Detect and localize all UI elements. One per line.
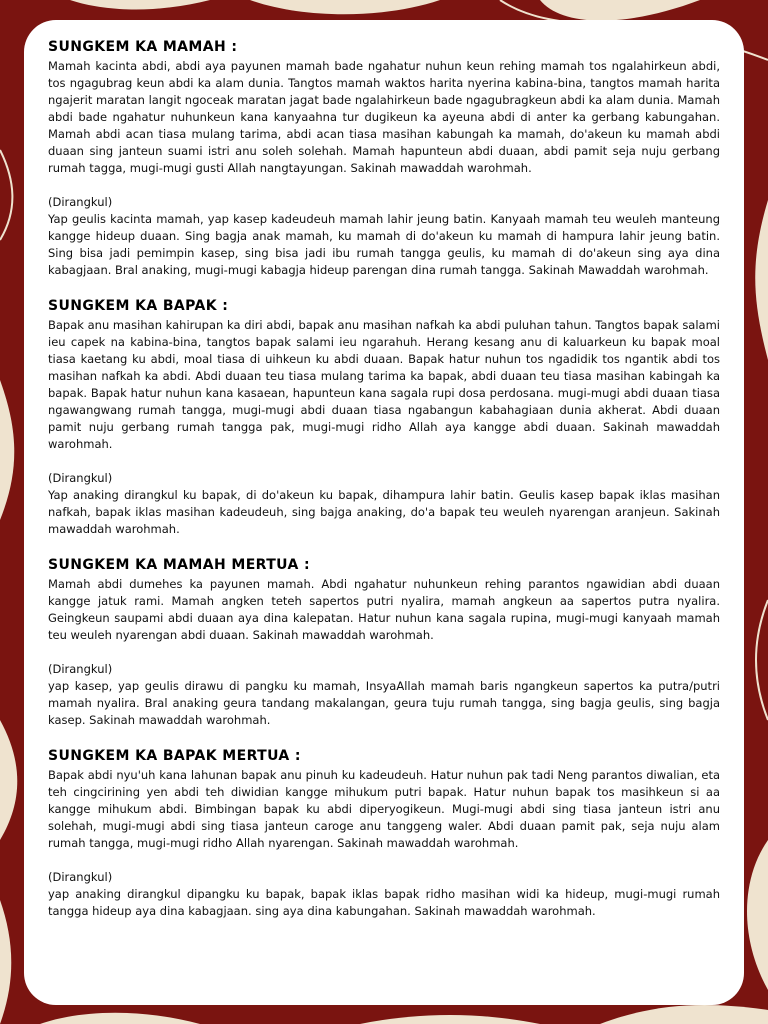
dirangkul-label: (Dirangkul) <box>48 195 113 209</box>
section-heading: SUNGKEM KA MAMAH MERTUA : <box>48 557 310 573</box>
section-paragraph: Bapak anu masihan kahirupan ka diri abdi, bapak anu masihan nafkah ka abdi puluhan tahun. Tangtos bapak salami ieu capek na kabina-bina, tangtos bapak salami ieu ngarahuh. Herang kesang anu di kaluarkeun ku bapak moal tiasa kaetang ku abdi, moal tiasa di uihkeun ku abdi duaan. Bapak hatur nuhun tos ngadidik tos ngantik abdi tos masihan nafkah ka abdi. Abdi duaan teu tiasa mulang tarima ka bapak, abdi duaan teu tiasa masihan kabingah ka bapak. Bapak hatur nuhun kana kasaean, hapunteun kana sagala rupi dosa perdosana. mugi-mugi abdi duaan tiasa ngawangwang rumah tangga, mugi-mugi abdi duaan tiasa ngabangun kabahagiaan dunia akherat. Abdi duaan pamit nuju gerbang rumah tangga pak, mugi-mugi ridho Allah aya kangge abdi duaan. Sakinah mawaddah warohmah. <box>48 318 720 451</box>
section-paragraph: Yap geulis kacinta mamah, yap kasep kadeudeuh mamah lahir jeung batin. Kanyaah mamah teu weuleh manteung kangge hideup duaan. Sing bagja anak mamah, ku mamah di do'akeun ku mamah di hampura lahir jeung batin. Sing bisa jadi pemimpin kasep, sing bisa jadi ibu rumah tangga geulis, ku mamah di do'akeun sing aya dina kabagjaan. Bral anaking, mugi-mugi kabagja hideup parengan dina rumah tangga. Sakinah Mawaddah warohmah. <box>48 212 720 277</box>
dirangkul-label: (Dirangkul) <box>48 471 113 485</box>
section-sungkem-mamah-mertua <box>48 556 720 729</box>
dirangkul-label: (Dirangkul) <box>48 870 113 884</box>
section-paragraph: Bapak abdi nyu'uh kana lahunan bapak anu pinuh ku kadeudeuh. Hatur nuhun pak tadi Neng parantos diwalian, eta teh cingcirining yen abdi teh diwidian kangge mihukum putri bapak. Hatur nuhun bapak tos masihkeun si aa kangge mihukum abdi. Bimbingan bapak ku abdi diperyogikeun. Mugi-mugi abdi sing tiasa janteun istri anu solehah, mugi-mugi abdi sing tiasa janteun caroge anu tanggeng waler. Abdi duaan pamit pak, seja nuju alam rumah tangga, mugi-mugi ridho Allah nyarengan. Sakinah mawaddah warohmah. <box>48 768 720 850</box>
content-card <box>24 20 744 1005</box>
dirangkul-label: (Dirangkul) <box>48 662 113 676</box>
section-paragraph: Yap anaking dirangkul ku bapak, di do'akeun ku bapak, dihampura lahir batin. Geulis kasep bapak iklas masihan nafkah, bapak iklas masihan kadeudeuh, sing bajga anaking, do'a bapak teu weuleh nyarengan aranjeun. Sakinah mawaddah warohmah. <box>48 488 720 536</box>
section-paragraph: Mamah kacinta abdi, abdi aya payunen mamah bade ngahatur nuhun keun rehing mamah tos ngalahirkeun abdi, tos ngagubrag keun abdi ka alam dunia. Tangtos mamah waktos harita nyerina kabina-bina, tangtos mamah harita ngajerit maratan langit ngoceak maratan jagat bade ngalahirkeun bade ngagubragkeun abdi ka alam dunia. Mamah abdi bade ngahatur nuhunkeun kana kanyaahna tur dugikeun ka ayeuna abdi di anter ka gerbang kabungahan. Mamah abdi acan tiasa mulang tarima, abdi acan tiasa masihan kabungah ka mamah, do'akeun ku mamah abdi duaan sing janteun suami istri anu soleh solehah. Mamah hapunteun abdi duaan, abdi pamit seja nuju gerbang rumah tagga, mugi-mugi gusti Allah nangtayungan. Sakinah mawaddah warohmah. <box>48 59 720 175</box>
section-sungkem-bapak-mertua <box>48 747 720 920</box>
section-heading: SUNGKEM KA BAPAK MERTUA : <box>48 748 301 764</box>
section-sungkem-mamah <box>48 38 720 279</box>
section-paragraph: yap kasep, yap geulis dirawu di pangku ku mamah, InsyaAllah mamah baris ngangkeun sapertos ka putra/putri mamah nyalira. Bral anaking geura tandang makalangan, geura tuju rumah tangga, sing bagja geulis, sing bagja kasep. Sakinah mawaddah warohmah. <box>48 679 720 727</box>
section-sungkem-bapak <box>48 297 720 538</box>
section-paragraph: yap anaking dirangkul dipangku ku bapak, bapak iklas bapak ridho masihan widi ka hideup, mugi-mugi rumah tangga hideup aya dina kabagjaan. sing aya dina kabungahan. Sakinah mawaddah warohmah. <box>48 887 720 918</box>
section-paragraph: Mamah abdi dumehes ka payunen mamah. Abdi ngahatur nuhunkeun rehing parantos ngawidian abdi duaan kangge jatuk rami. Mamah angken teteh sapertos putri nyalira, mamah angkeun aa sapertos putra nyalira. Geingkeun saupami abdi duaan aya dina kalepatan. Hatur nuhun kana sagala rupina, mugi-mugi kanyaah mamah teu weuleh nyarengan abdi duaan. Sakinah mawaddah warohmah. <box>48 577 720 642</box>
section-heading: SUNGKEM KA BAPAK : <box>48 298 229 314</box>
section-heading: SUNGKEM KA MAMAH : <box>48 39 238 55</box>
